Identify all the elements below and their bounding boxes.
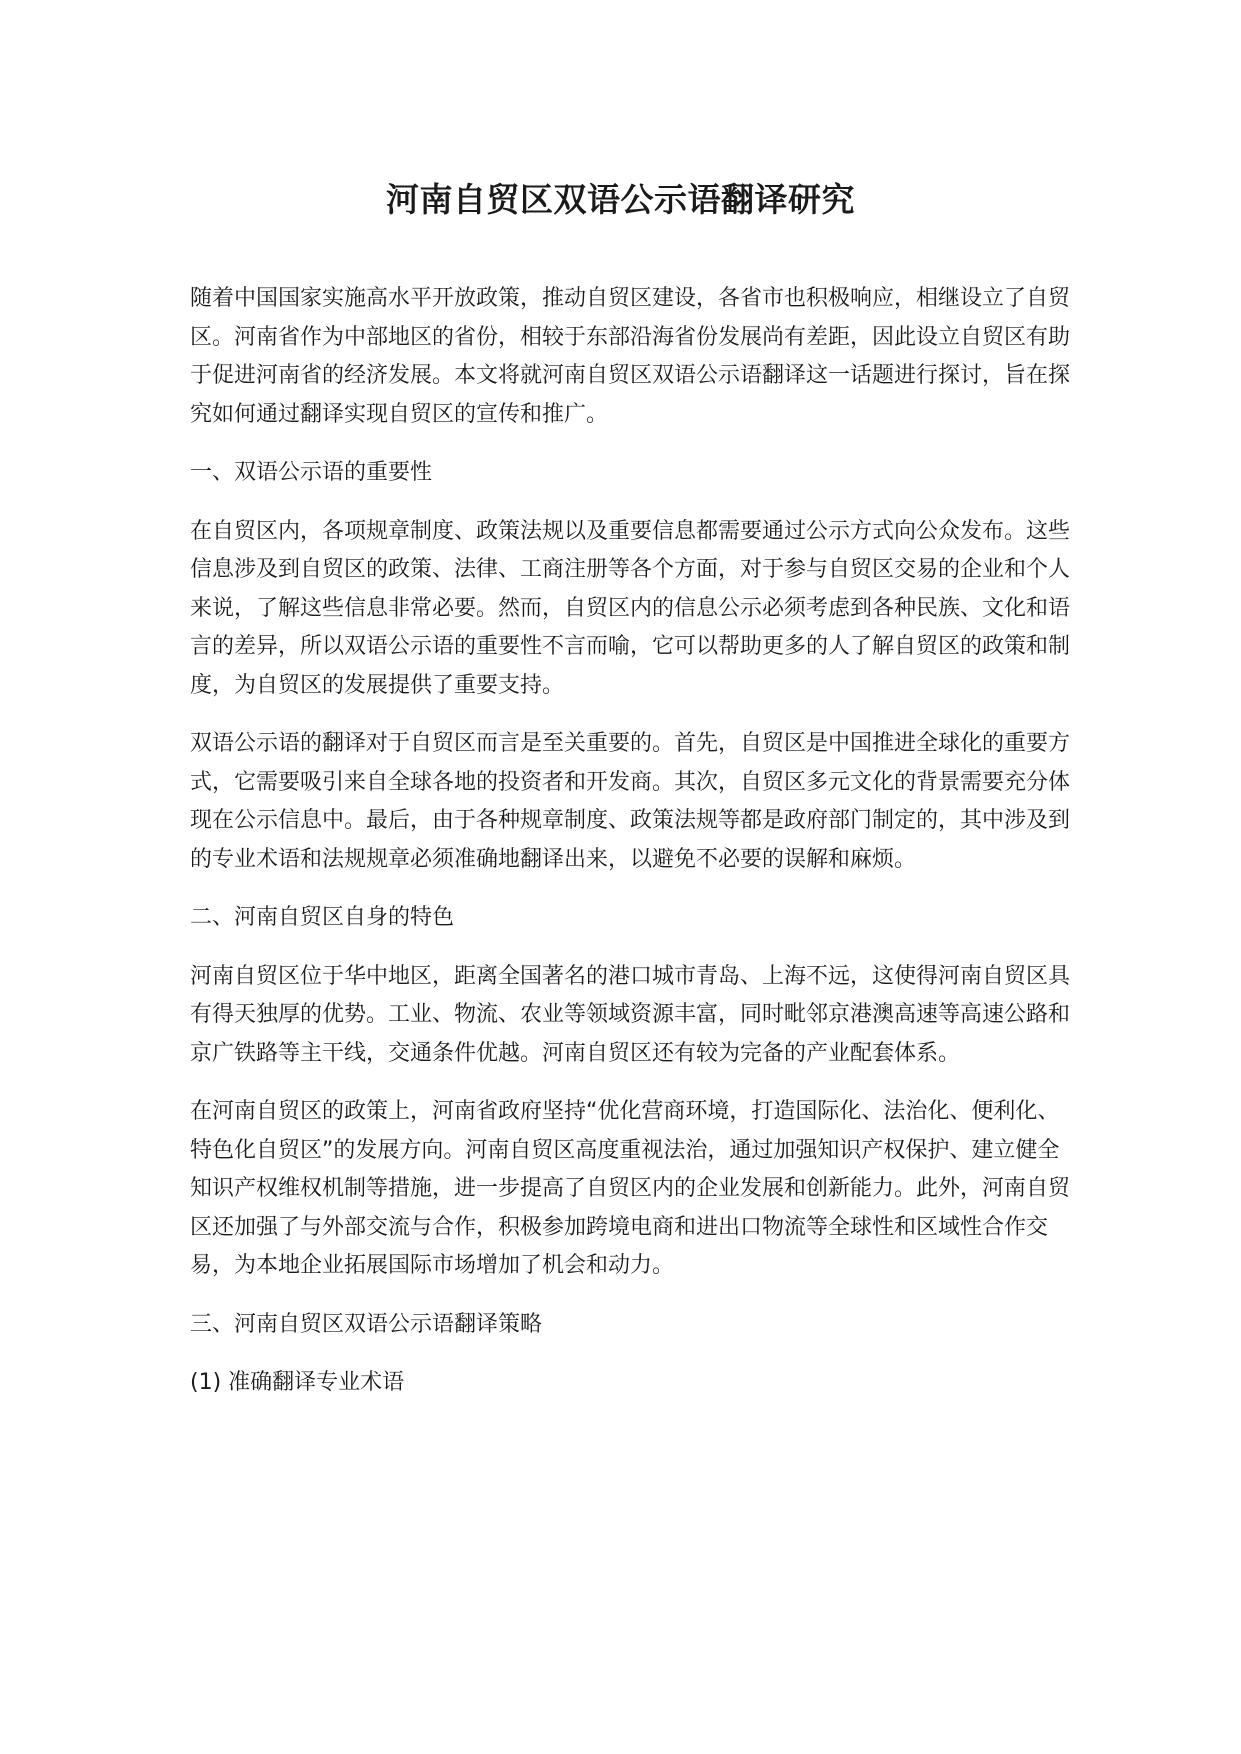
- body-paragraph: 河南自贸区位于华中地区，距离全国著名的港口城市青岛、上海不远，这使得河南自贸区具有得天独厚的优势。工业、物流、农业等领域资源丰富，同时毗邻京港澳高速等高速公路和京广铁路等主干线，交通条件优越。河南自贸区还有较为完备的产业配套体系。: [190, 963, 1071, 1066]
- document-body: [190, 280, 1070, 1423]
- section-heading-2: 二、河南自贸区自身的特色: [190, 905, 455, 930]
- section-heading-1: 一、双语公示语的重要性: [190, 460, 433, 485]
- body-paragraph: 在河南自贸区的政策上，河南省政府坚持“优化营商环境，打造国际化、法治化、便利化、特色化自贸区”的发展方向。河南自贸区高度重视法治，通过加强知识产权保护、建立健全知识产权维权机制等措施，进一步提高了自贸区内的企业发展和创新能力。此外，河南自贸区还加强了与外部交流与合作，积极参加跨境电商和进出口物流等全球性和区域性合作交易，为本地企业拓展国际市场增加了机会和动力。: [190, 1099, 1071, 1278]
- section-heading-3: 三、河南自贸区双语公示语翻译策略: [190, 1311, 543, 1337]
- intro-paragraph: 随着中国国家实施高水平开放政策，推动自贸区建设，各省市也积极响应，相继设立了自贸区。河南省作为中部地区的省份，相较于东部沿海省份发展尚有差距，因此设立自贸区有助于促进河南省的经济发展。本文将就河南自贸区双语公示语翻译这一话题进行探讨，旨在探究如何通过翻译实现自贸区的宣传和推广。: [190, 286, 1071, 427]
- document-title: 河南自贸区双语公示语翻译研究: [386, 180, 855, 219]
- body-paragraph: 在自贸区内，各项规章制度、政策法规以及重要信息都需要通过公示方式向公众发布。这些信息涉及到自贸区的政策、法律、工商注册等各个方面，对于参与自贸区交易的企业和个人来说，了解这些信息非常必要。然而，自贸区内的信息公示必须考虑到各种民族、文化和语言的差异，所以双语公示语的重要性不言而喻，它可以帮助更多的人了解自贸区的政策和制度，为自贸区的发展提供了重要支持。: [190, 518, 1071, 698]
- body-paragraph: 双语公示语的翻译对于自贸区而言是至关重要的。首先，自贸区是中国推进全球化的重要方式，它需要吸引来自全球各地的投资者和开发商。其次，自贸区多元文化的背景需要充分体现在公示信息中。最后，由于各种规章制度、政策法规等都是政府部门制定的，其中涉及到的专业术语和法规规章必须准确地翻译出来，以避免不必要的误解和麻烦。: [190, 731, 1071, 872]
- subsection-heading-1: (1) 准确翻译专业术语: [190, 1370, 405, 1395]
